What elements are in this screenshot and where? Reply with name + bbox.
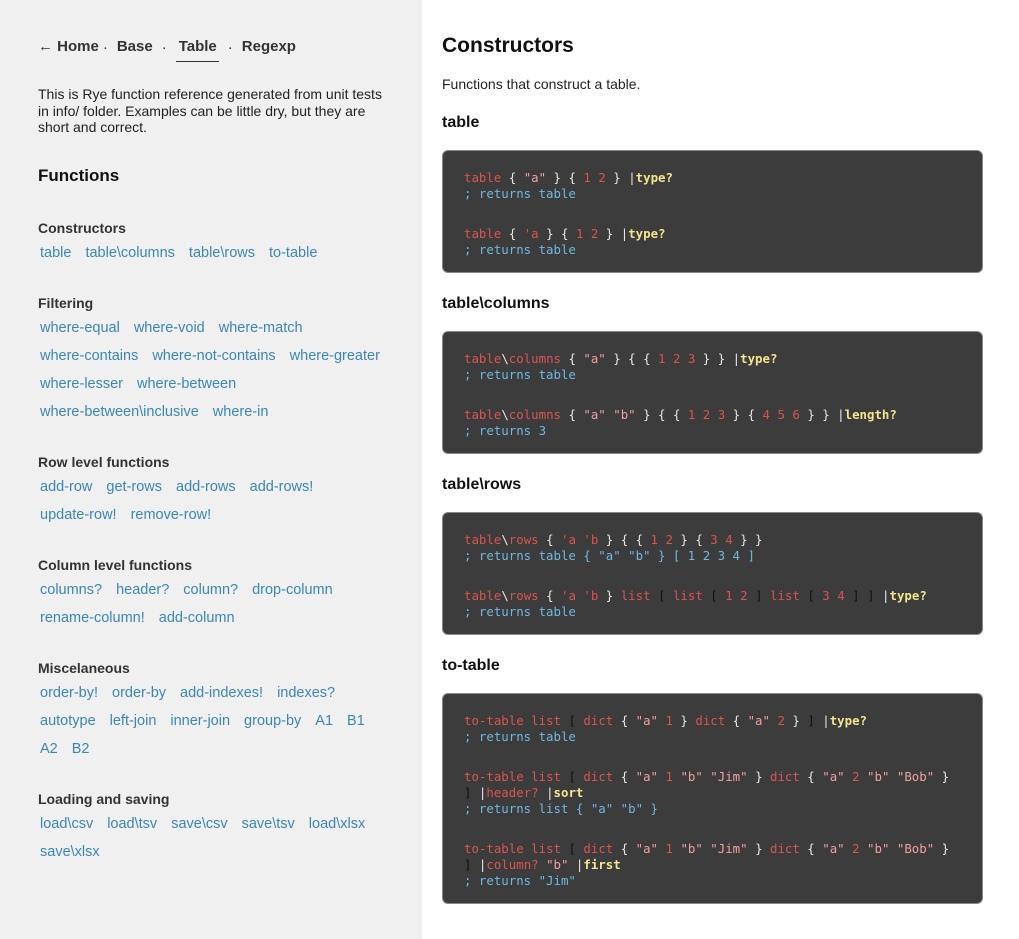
function-link[interactable]: to-table xyxy=(269,244,318,261)
function-group-title: Constructors xyxy=(38,219,126,236)
function-link[interactable]: where-in xyxy=(212,403,269,420)
code-example: to-table list [ dict { "a" 1 "b" "Jim" } dict { "a" 2 "b" "Bob" } ] |header? |sort ; returns list { "a" "b" } xyxy=(464,769,950,816)
function-link[interactable]: add-rows xyxy=(176,478,236,495)
function-link[interactable]: add-row xyxy=(40,478,93,495)
nav-base-link[interactable]: Base xyxy=(116,38,153,55)
function-links xyxy=(38,679,408,763)
function-link[interactable]: order-by! xyxy=(40,684,99,701)
function-title-table-columns: table\columns xyxy=(442,295,550,312)
function-link[interactable]: add-indexes! xyxy=(180,684,264,701)
function-link[interactable]: rename-column! xyxy=(40,609,145,626)
function-link[interactable]: indexes? xyxy=(277,684,336,701)
function-link[interactable]: save\tsv xyxy=(241,815,295,832)
code-example: table\rows { 'a 'b } list [ list [ 1 2 ] list [ 3 4 ] ] |type? ; returns table xyxy=(464,588,927,619)
function-link[interactable]: load\csv xyxy=(40,815,94,832)
function-link[interactable]: where-contains xyxy=(40,347,139,364)
function-group xyxy=(38,454,422,529)
function-group-title: Row level functions xyxy=(38,453,170,470)
function-link[interactable]: add-rows! xyxy=(249,478,314,495)
nav-separator: · xyxy=(161,38,167,56)
function-links xyxy=(38,314,408,426)
function-link[interactable]: where-void xyxy=(133,319,205,336)
function-link[interactable]: order-by xyxy=(112,684,167,701)
function-link[interactable]: table\columns xyxy=(85,244,175,261)
function-group-title: Column level functions xyxy=(38,556,193,573)
function-title-table-rows: table\rows xyxy=(442,476,522,493)
function-link[interactable]: autotype xyxy=(40,712,96,729)
function-link[interactable]: A1 xyxy=(315,712,334,729)
function-links xyxy=(38,239,408,267)
nav-separator: · xyxy=(227,38,233,56)
function-link[interactable]: header? xyxy=(116,581,170,598)
function-link[interactable]: group-by xyxy=(244,712,302,729)
nav-table-link[interactable]: Table xyxy=(176,38,219,62)
nav-separator: · xyxy=(102,38,108,56)
code-block-to-table xyxy=(442,693,983,904)
code-block-table-rows xyxy=(442,512,983,635)
function-link[interactable]: save\xlsx xyxy=(40,843,100,860)
function-group xyxy=(38,220,422,267)
function-group-title: Loading and saving xyxy=(38,790,170,807)
intro-text: This is Rye function reference generated from unit tests in info/ folder. Examples can be little dry, but they are short and correct. xyxy=(38,86,382,135)
function-link[interactable]: where-greater xyxy=(289,347,380,364)
function-link[interactable]: update-row! xyxy=(40,506,117,523)
code-example: table { 'a } { 1 2 } |type? ; returns table xyxy=(464,226,666,257)
function-link[interactable]: B1 xyxy=(347,712,365,729)
function-links xyxy=(38,810,408,866)
function-links xyxy=(38,473,408,529)
function-link[interactable]: inner-join xyxy=(170,712,231,729)
function-group-title: Miscelaneous xyxy=(38,659,130,676)
function-link[interactable]: where-between\inclusive xyxy=(40,403,199,420)
function-group xyxy=(38,557,422,632)
code-example: table\columns { "a" } { { 1 2 3 } } |type? ; returns table xyxy=(464,351,778,382)
function-link[interactable]: drop-column xyxy=(252,581,333,598)
function-link[interactable]: where-match xyxy=(218,319,303,336)
function-link[interactable]: where-between xyxy=(137,375,237,392)
code-block-table-columns xyxy=(442,331,983,454)
function-link[interactable]: left-join xyxy=(109,712,157,729)
function-link[interactable]: where-lesser xyxy=(40,375,123,392)
function-link[interactable]: B2 xyxy=(71,740,90,757)
function-group xyxy=(38,295,422,426)
code-example: table\columns { "a" "b" } { { 1 2 3 } { 4 5 6 } } |length? ; returns 3 xyxy=(464,407,897,438)
top-nav xyxy=(38,38,422,62)
function-group-title: Filtering xyxy=(38,294,94,311)
code-example: to-table list [ dict { "a" 1 "b" "Jim" } dict { "a" 2 "b" "Bob" } ] |column? "b" |first ; returns "Jim" xyxy=(464,841,950,888)
function-link[interactable]: remove-row! xyxy=(130,506,212,523)
function-link[interactable]: table xyxy=(40,244,72,261)
function-title-table: table xyxy=(442,114,480,131)
section-description: Functions that construct a table. xyxy=(442,76,641,92)
functions-heading: Functions xyxy=(38,165,120,185)
function-link[interactable]: load\xlsx xyxy=(308,815,366,832)
nav-regexp-link[interactable]: Regexp xyxy=(241,38,296,55)
function-group xyxy=(38,791,422,866)
function-link[interactable]: columns? xyxy=(40,581,103,598)
function-link[interactable]: A2 xyxy=(40,740,58,757)
function-link[interactable]: where-not-contains xyxy=(152,347,276,364)
function-link[interactable]: where-equal xyxy=(40,319,120,336)
code-example: to-table list [ dict { "a" 1 } dict { "a" 2 } ] |type? ; returns table xyxy=(464,713,868,744)
function-group xyxy=(38,660,422,763)
sidebar xyxy=(0,0,422,939)
code-example: table { "a" } { 1 2 } |type? ; returns table xyxy=(464,170,673,201)
function-link[interactable]: table\rows xyxy=(188,244,256,261)
function-link[interactable]: column? xyxy=(183,581,239,598)
function-title-to-table: to-table xyxy=(442,657,500,674)
main-content xyxy=(422,0,1019,939)
nav-home-link[interactable]: ← Home xyxy=(38,38,99,55)
function-link[interactable]: get-rows xyxy=(106,478,162,495)
function-link[interactable]: add-column xyxy=(158,609,235,626)
section-title: Constructors xyxy=(442,34,574,57)
function-link[interactable]: save\csv xyxy=(171,815,228,832)
function-link[interactable]: load\tsv xyxy=(107,815,158,832)
code-example: table\rows { 'a 'b } { { 1 2 } { 3 4 } } ; returns table { "a" "b" } [ 1 2 3 4 ] xyxy=(464,532,763,563)
function-links xyxy=(38,576,408,632)
function-groups xyxy=(38,220,422,866)
code-block-table xyxy=(442,150,983,273)
